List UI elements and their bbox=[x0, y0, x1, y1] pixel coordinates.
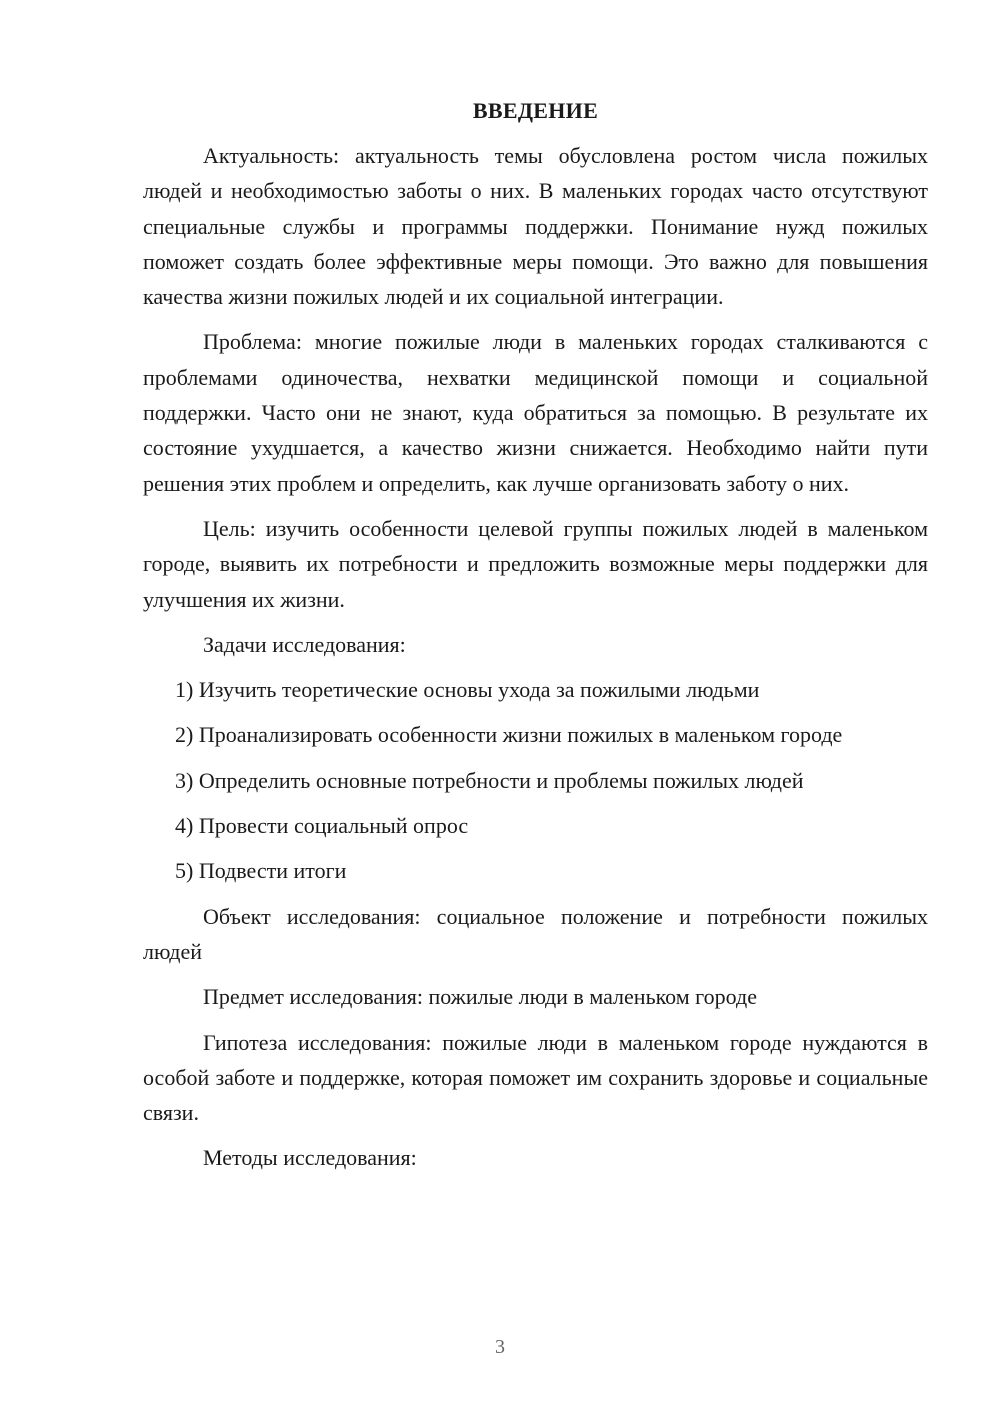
hypothesis-paragraph: Гипотеза исследования: пожилые люди в маленьком городе нуждаются в особой заботе и поддержке, которая поможет им сохранить здоровье и социальные связи. bbox=[143, 1029, 928, 1126]
task-item-1: 1) Изучить теоретические основы ухода за пожилыми людьми bbox=[175, 677, 760, 703]
goal-paragraph: Цель: изучить особенности целевой группы пожилых людей в маленьком городе, выявить их потребности и предложить возможные меры поддержки для улучшения их жизни. bbox=[143, 515, 928, 612]
page-content bbox=[143, 96, 928, 1176]
tasks-title: Задачи исследования: bbox=[203, 631, 406, 657]
object-paragraph: Объект исследования: социальное положение и потребности пожилых людей bbox=[143, 903, 928, 964]
page-number: 3 bbox=[495, 1336, 505, 1358]
task-item-5: 5) Подвести итоги bbox=[175, 858, 347, 884]
section-heading: ВВЕДЕНИЕ bbox=[472, 98, 599, 123]
task-item-4: 4) Провести социальный опрос bbox=[175, 813, 469, 839]
methods-paragraph: Методы исследования: bbox=[203, 1145, 417, 1171]
problem-paragraph: Проблема: многие пожилые люди в маленьких городах сталкиваются с проблемами одиночества, нехватки медицинской помощи и социальной поддержки. Часто они не знают, куда обратиться за помощью. В результате их состояние ухудшается, а качество жизни снижается. Необходимо найти пути решения этих проблем и определить, как лучше организовать заботу о них. bbox=[143, 329, 928, 496]
relevance-paragraph: Актуальность: актуальность темы обусловлена ростом числа пожилых людей и необходимостью заботы о них. В маленьких городах часто отсутствуют специальные службы и программы поддержки. Понимание нужд пожилых поможет создать более эффективные меры помощи. Это важно для повышения качества жизни пожилых людей и их социальной интеграции. bbox=[143, 143, 928, 310]
subject-paragraph: Предмет исследования: пожилые люди в маленьком городе bbox=[203, 984, 757, 1010]
task-item-2: 2) Проанализировать особенности жизни пожилых в маленьком городе bbox=[175, 722, 843, 748]
task-item-3: 3) Определить основные потребности и проблемы пожилых людей bbox=[175, 767, 804, 793]
